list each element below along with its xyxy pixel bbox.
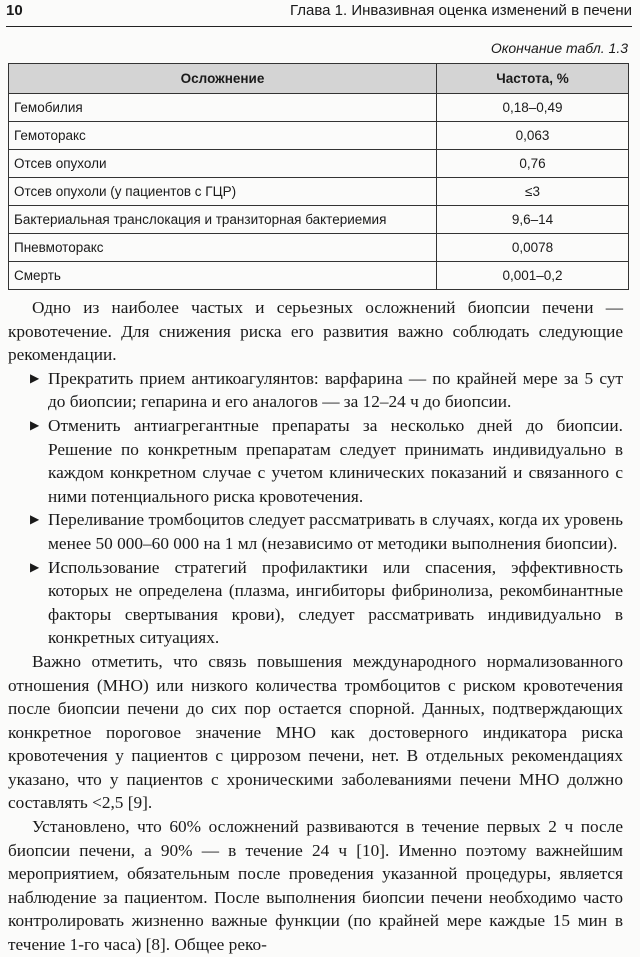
bullet-arrow-icon: ▶ (30, 559, 40, 574)
complication-frequency: 0,001–0,2 (437, 262, 629, 290)
list-item (8, 556, 623, 650)
complication-frequency: ≤3 (437, 178, 629, 206)
complication-frequency: 0,76 (437, 150, 629, 178)
table-row (9, 234, 629, 262)
mno-paragraph: Важно отметить, что связь повышения международного нормализованного отношения (МНО) или низкого количества тромбоцитов с риском кровотечения после биопсии печени до сих пор остается спорной. Данных, подтверждающих конкретное пороговое значение МНО как достоверного индикатора риска кровотечения у пациентов с циррозом печени, нет. В отдельных рекомендациях указано, что у пациентов с хроническими заболеваниями печени МНО должно составлять <2,5 [9]. (8, 651, 623, 813)
complication-name: Гемоторакс (9, 122, 437, 150)
complication-frequency: 0,063 (437, 122, 629, 150)
complication-frequency: 0,18–0,49 (437, 94, 629, 122)
complication-name: Гемобилия (9, 94, 437, 122)
table-row (9, 122, 629, 150)
complication-name: Отсев опухоли (у пациентов с ГЦР) (9, 178, 437, 206)
list-item-text: Переливание тромбоцитов следует рассматривать в случаях, когда их уровень менее 50 000–60 000 на 1 мл (независимо от методики выполнения биопсии). (48, 510, 623, 553)
page-header (6, 0, 632, 27)
bullet-arrow-icon: ▶ (30, 417, 40, 432)
table-caption: Окончание табл. 1.3 (490, 40, 628, 56)
list-item-text: Отменить антиагрегантные препараты за несколько дней до биопсии. Решение по конкретным препаратам следует принимать индивидуально в каждом конкретном случае с учетом клинических показаний и связанного с ними потенциального риска кровотечения. (48, 415, 623, 506)
complication-name: Бактериальная транслокация и транзиторная бактериемия (9, 206, 437, 234)
list-item-text: Прекратить прием антикоагулянтов: варфарина — по крайней мере за 5 сут до биопсии; гепарина и его аналогов — за 12–24 ч до биопсии. (48, 368, 623, 412)
page-number: 10 (6, 2, 23, 19)
bullet-arrow-icon: ▶ (30, 370, 40, 385)
chapter-title: Глава 1. Инвазивная оценка изменений в печени (289, 2, 632, 19)
column-header-complication: Осложнение (9, 64, 437, 94)
table-row (9, 150, 629, 178)
table-row (9, 206, 629, 234)
table-row (9, 262, 629, 290)
list-item-text: Использование стратегий профилактики или спасения, эффективность которых не определена (плазма, ингибиторы фибринолиза, рекомбинантные факторы свертывания крови), следует рассматривать индивидуально в конкретных ситуациях. (48, 557, 623, 648)
column-header-frequency: Частота, % (437, 64, 629, 94)
table-row (9, 94, 629, 122)
table-row (9, 178, 629, 206)
list-item (8, 414, 623, 508)
complication-name: Отсев опухоли (9, 150, 437, 178)
list-item (8, 367, 623, 414)
table-header-row (9, 64, 629, 94)
complication-frequency: 9,6–14 (437, 206, 629, 234)
complication-name: Пневмоторакс (9, 234, 437, 262)
bullet-arrow-icon: ▶ (30, 512, 40, 527)
timing-paragraph: Установлено, что 60% осложнений развиваются в течение первых 2 ч после биопсии печени, а 90% — в течение 24 ч [10]. Именно поэтому важнейшим мероприятием, обязательным после проведения указанной процедуры, является наблюдение за пациентом. После выполнения биопсии печени необходимо часто контролировать жизненно важные функции (по крайней мере каждые 15 мин в течение 1-го часа) [8]. Общее реко- (8, 817, 623, 955)
intro-paragraph: Одно из наиболее частых и серьезных осложнений биопсии печени — кровотечение. Для снижения риска его развития важно соблюдать следующие рекомендации. (8, 298, 623, 365)
complication-frequency: 0,0078 (437, 234, 629, 262)
list-item (8, 508, 623, 555)
complications-table (8, 63, 629, 290)
recommendations-list (8, 367, 623, 650)
body-text (8, 296, 623, 957)
complication-name: Смерть (9, 262, 437, 290)
